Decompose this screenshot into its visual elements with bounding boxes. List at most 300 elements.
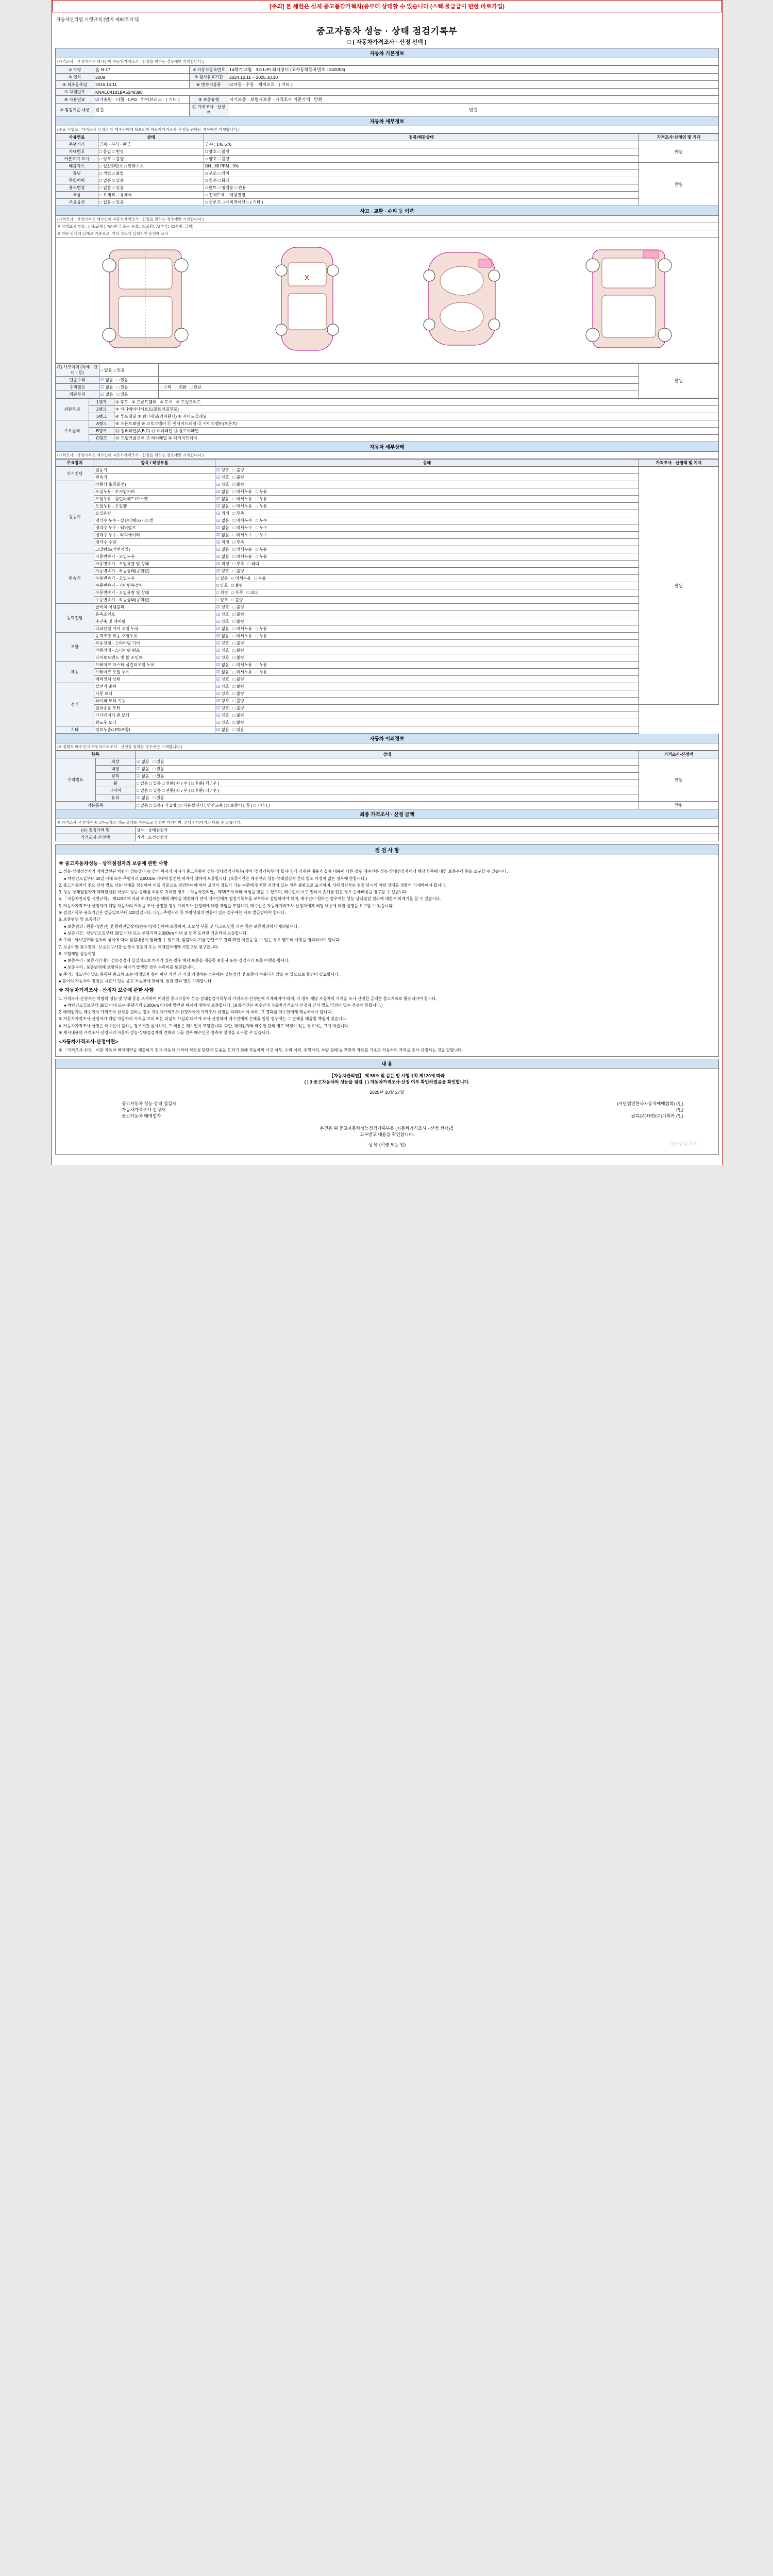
section-vehicle-basic-note: (가격조사 · 산정가격은 제시인이 자동차가격조사 · 산정을 원하는 경우에만 기재합니다.) [55,58,719,65]
guide-s1-item-1: ● 차량인도일부터 30일 이내 또는 주행거리 2,000km 이내에 발견된 하자에 대하여 보증합니다. (보증기간은 매수인과 성능·상태점검자 간의 별도 약정이 없는 경우에 한합니다.) [64,876,367,881]
table-row [56,170,719,177]
detail-name-1: 차대번호 [56,148,98,156]
perf-item-5-2: 배력장치 상태 [94,676,215,683]
etc-group-repair: 수리필요 [56,758,96,802]
perf-state-2-4: □ 양호 □ 불량 [215,582,639,589]
guide-s2-item-4: 4. 자동차가격조사·산정은 매수인이 원하는 경우에만 실시하며, 그 비용은 매수인이 부담합니다. 다만, 매매업자와 매수인 간의 별도 약정이 있는 경우에는 그에 따릅니다. [59,1023,349,1028]
basic-value-5: 2016.10.11 [94,81,190,89]
accident-extra-0 [159,364,639,377]
table-row [56,683,719,690]
table-row [56,712,719,719]
detail-name-0: 주행거리 [56,141,98,148]
guide-s1-item-7: 6. 보증범위 및 보증기간 [59,917,100,922]
perf-col-3: 상태 [215,460,639,467]
table-row [56,546,719,553]
table-row [56,435,719,442]
table-row [56,474,719,481]
guide-title: 점 검 사 항 [55,844,719,855]
guide-section-3-title: <자동차가격조사·산정이란> [59,1039,119,1045]
accident-label-3: 외판부위 [56,391,99,398]
etc-value-1: ☑ 없음 □ 있음 [136,766,639,773]
detail-state-4: □ 적법 □ 불법 [98,170,204,177]
perf-state-1-8: ☑ 적정 □ 부족 [215,539,639,546]
rank-group-frame: 주요골격 [56,420,89,442]
table-row [56,654,719,662]
perf-state-1-5: ☑ 없음 □ 미세누수 □ 누수 [215,517,639,524]
receipt-signature: 성 명 (서명 또는 인) [368,1142,406,1147]
perf-group-1: 원동기 [56,481,94,553]
table-row [56,758,719,766]
accident-extra-3 [159,391,639,398]
table-row [56,539,719,546]
rank-1: 1랭크 [89,399,114,406]
page-subtitle: □ ( 자동차가격조사 · 산정 선택 ) [347,39,427,45]
table-row [56,148,719,156]
perf-group-3: 동력전달 [56,604,94,633]
detail-cell-6: □ 렌트 □ 영업용 □ 관용 [204,184,639,192]
table-row [56,719,719,726]
basic-value-1: 올 N-17 [94,66,190,74]
car-diagram-plan [418,240,506,361]
perf-state-1-9: ☑ 없음 □ 미세누유 □ 누유 [215,546,639,553]
guide-s1-item-13: ● 보증수리 · 보증기간내의 성능점검에 실질적으로 하자가 있는 경우 해당 보증을 제공한 보험사 또는 점검자가 보증 이행을 합니다. [64,958,290,963]
rank-2-items: ⑤ 라디에이터서포트(볼트체결부품) [114,406,719,413]
table-row [56,377,719,384]
table-row [56,611,719,618]
basic-value-11: 만원 [228,104,719,116]
table-row [56,496,719,503]
table-row [56,184,719,192]
perf-state-2-6: □ 양호 □ 불량 [215,597,639,604]
table-row [56,74,719,81]
section-vehicle-detail-note: (주요 작업표 : 가격조사·산정의 및 매수인에게 확보되어 자동차가격조사·산정을 원하는 경우에만 기재합니다.) [55,126,719,133]
rank-b-items: ⑬ 필러패널(A,B,C) ⑭ 대쉬패널 ⑮ 플로어패널 [114,428,719,435]
car-diagram-top [268,240,346,361]
perf-state-1-2: ☑ 없음 □ 미세누유 □ 누유 [215,496,639,503]
perf-item-1-9: 고압펌프(커먼레일) [94,546,215,553]
guide-s3-body: ※ 「가격조사·산정」이란 자동차 매매계약을 체결하기 전에 자동차 가격의 적정성 판단에 도움을 드리기 위해 자동차의 사고 여부, 수리 이력, 주행거리, 차량 상태 등 객관적 자료를 기초로 자동차의 가격을 조사·산정하는 것을 말합니다. [59,1047,463,1053]
perf-state-1-4: ☑ 적정 □ 부족 [215,510,639,517]
table-row [56,391,719,398]
table-header-row [56,134,719,141]
etc-value-6: □ 없음 □ 있음 ( 키 2개 ) □ 사용설명서 ( 안전교육 ) □ 보증서 ( 취 ) □ 기타 ( ) [136,802,639,809]
etc-sub-1: 내장 [95,766,136,773]
table-row [56,517,719,524]
car-diagram-rear [577,240,680,361]
etc-sub-2: 광택 [95,773,136,780]
signature-area [55,1059,719,1155]
table-row [56,568,719,575]
rank-3-items: ⑥ 루프패널 ⑦ 쿼터패널(리어휀더) ⑧ 사이드실패널 [114,413,719,420]
perf-state-7-0: ☑ 없음 □ 있음 [215,726,639,734]
perf-state-6-4: ☑ 양호 □ 불량 [215,712,639,719]
section-etc-note: (※ 정확도 매수인이 자동차가격조사 · 산정을 원하는 경우에만 기재합니다.) [55,743,719,751]
perf-item-1-8: 냉각수 수량 [94,539,215,546]
perf-state-2-2: ☑ 양호 □ 불량 [215,568,639,575]
section-accident-header: 사고 · 교환 · 수리 등 이력 [55,206,719,216]
etc-value-0: ☑ 없음 □ 있음 [136,758,639,766]
signer-value-0: (사단법인한국자동차매매협회) (인) [617,1100,683,1106]
signer-value-1: (인) [676,1107,683,1112]
detail-state-0: 금속 · 부식 · 판금 [98,141,204,148]
vehicle-basic-table [55,65,719,116]
perf-state-6-2: ☑ 양호 □ 불량 [215,698,639,705]
perf-group-0: 자기진단 [56,467,94,481]
detail-name-7: 색상 [56,192,98,199]
perf-state-3-3: ☑ 없음 □ 미세누유 □ 누유 [215,625,639,633]
perf-group-4: 조향 [56,633,94,662]
table-row [56,81,719,89]
guide-body [55,855,719,1057]
perf-item-1-1: 오일누유 - 로커암커버 [94,488,215,496]
accident-extra-2: □ 수리 □ 교환 □ 판금 [159,384,639,391]
perf-item-3-0: 클러치 어셈블리 [94,604,215,611]
table-row [56,364,719,377]
etc-res-0: 만원 [639,758,719,802]
section-state-note: (가격조사 · 산정가격은 매수인이 자동차가격조사 · 산정을 원하는 경우에만 기재합니다.) [55,216,719,223]
detail-col-3: 점복/체감상태 [204,134,639,141]
perf-col-1: 주요장치 [56,460,94,467]
perf-item-6-2: 와이퍼 모터 기능 [94,698,215,705]
table-row [56,384,719,391]
panel-rank-table [55,398,719,442]
basic-value-3: 2008 [94,74,190,81]
perf-item-6-4: 라디에이터 팬 모터 [94,712,215,719]
svg-text:X: X [305,274,309,281]
etc-col-1: 항목 [56,751,136,758]
perf-state-5-1: ☑ 없음 □ 미세누유 □ 누유 [215,669,639,676]
table-header-row [56,751,719,758]
perf-state-2-1: ☑ 적정 □ 부족 □ 과다 [215,561,639,568]
perf-item-4-2: 작동상태 - 스티어링 펌프 [94,647,215,654]
table-row [56,766,719,773]
car-diagram-area [55,238,719,363]
section-performance-header: 자동차 세부상태 [55,442,719,452]
perf-group-5: 제동 [56,662,94,683]
accident-value-1: ☑ 없음 □ 있음 [99,377,159,384]
basic-value-9: 자기보증 · 보험사보증 · 가격조사 기준가액 : 만원 [228,96,719,104]
perf-item-5-0: 브레이크 마스터 실린더오일 누유 [94,662,215,669]
detail-state-6: □ 없음 □ 있음 [98,184,204,192]
perf-group-6: 전기 [56,683,94,726]
basic-value-6: ☑자동 · 수동 · 세미오토 · ( 기타 ) [228,81,719,89]
perf-item-3-1: 등속조인트 [94,611,215,618]
rank-group-outer: 외판부위 [56,399,89,420]
detail-col-1: 사용연료 [56,134,98,141]
detail-state-7: □ 무채색 □ 유채색 [98,192,204,199]
basic-label-11: ⑪ 가격조사 · 산정액 [190,104,228,116]
perf-item-1-4: 오일유량 [94,510,215,517]
etc-sub-4: 타이어 [95,787,136,794]
etc-col-3: 가격조사·산정액 [639,751,719,758]
perf-item-2-5: 수동변속기 - 오일유량 및 상태 [94,589,215,597]
guide-s2-item-2: 2. 매매업자는 매수인이 가격조사·산정을 원하는 경우 자동차가격조사·산정자에게 가격조사·산정을 의뢰하여야 하며, 그 결과를 매수인에게 제공하여야 합니다. [59,1010,332,1015]
signature-header: 내 용 [56,1059,718,1069]
perf-item-7-0: 연료누출(LPG포함) [94,726,215,734]
perf-state-1-1: ☑ 없음 □ 미세누유 □ 누유 [215,488,639,496]
table-row [56,192,719,199]
signer-label-1: 자동차가격조사·산정자 [122,1107,165,1112]
rank-a: A랭크 [89,420,114,428]
table-row [56,503,719,510]
detail-cell-1: □ 양호 □ 불량 [204,148,639,156]
final-price-table [55,826,719,841]
table-row [56,524,719,532]
etc-res-1: 만원 [639,802,719,809]
table-header-row [56,460,719,467]
perf-item-6-3: 실내송풍 모터 [94,705,215,712]
perf-item-1-2: 오일누유 - 실린더헤드/가스켓 [94,496,215,503]
guide-s2-item-5: ※ 제시내용의 가격조사·산정자의 자동차 성능·상태점검자의 견해와 다를 경우 매수인은 양측에 설명을 요구할 수 있습니다. [59,1030,271,1036]
perf-item-4-3: 타이로드엔드 및 볼 조인트 [94,654,215,662]
detail-state-8: □ 없음 □ 있음 [98,199,204,206]
perf-state-2-0: ☑ 없음 □ 미세누유 □ 누유 [215,553,639,561]
signer-value-2: 전북(주)대한(주)대리카 (인) [631,1113,683,1118]
table-row [56,690,719,698]
receipt-line-2: 교부받고 내용을 확인합니다. [360,1131,414,1137]
basic-label-10: ⑩ 점검기준 내용 [56,104,94,116]
rank-a-items: ⑨ 프론트패널 ⑩ 크로스멤버 ⑪ 인사이드패널 ⑫ 사이드멤버(프론트) [114,420,719,428]
guide-s2-item-3: 3. 자동차가격조사·산정자가 해당 자동차의 가격을 고의 또는 과실로 사실과 다르게 조사·산정하여 매수인에게 손해를 입힌 경우에는 그 손해를 배상할 책임이 있습니다. [59,1016,347,1022]
detail-cell-3: DN , 88 PPM , 0% [204,163,639,170]
table-row [56,420,719,428]
detail-name-5: 특별이력 [56,177,98,184]
accident-label-1: 단순수리 [56,377,99,384]
detail-name-2: 카본표기 표시 [56,156,98,163]
detail-name-4: 튜닝 [56,170,98,177]
perf-item-6-1: 시동 모터 [94,690,215,698]
basic-label-5: ⑤ 최초등록일 [56,81,94,89]
perf-group-2: 변속기 [56,553,94,604]
table-row [56,705,719,712]
table-row [56,163,719,170]
basic-value-7: KNALC4181BA5248398 [94,89,719,96]
price-value-1: 가격 : 소견검점가 [136,834,719,841]
perf-state-3-0: ☑ 양호 □ 불량 [215,604,639,611]
rank-2: 2랭크 [89,406,114,413]
table-row [56,532,719,539]
perf-item-6-5: 윈도우 모터 [94,719,215,726]
etc-sub-0: 외장 [95,758,136,766]
table-row [56,481,719,488]
guide-s1-item-15: ※ 주의 : 매도인이 말소 등록된 중고차 또는 매매업자 등이 아닌 개인 간 직접 거래하는 경우에는 성능점검 및 보증이 적용되지 않을 수 있으므로 확인이 필요합니다. [59,972,340,977]
guide-s1-item-9: ● 보증기간 : 차량인도일부터 30일 이내 또는 주행거리 2,000km 이내 중 먼저 도래한 기준까지 보증합니다. [64,930,248,936]
table-row [56,582,719,589]
detail-state-1: □ 동일 □ 변경 [98,148,204,156]
perf-item-2-0: 자동변속기 - 오일누유 [94,553,215,561]
table-row [56,618,719,625]
etc-group-basic: 기본품목 [56,802,136,809]
rank-3: 3랭크 [89,413,114,420]
table-row [56,698,719,705]
receipt-line-1: 본건은 위 중고자동차성능점검기록부를 (자동차가격조사 · 산정 선택)을 [320,1125,455,1131]
table-row [56,827,719,834]
guide-s1-item-12: 8. 보험계열 성능이행 [59,951,96,956]
perf-state-2-5: □ 적정 □ 부족 □ 과다 [215,589,639,597]
detail-res-0: 만원 [639,141,719,163]
table-row [56,640,719,647]
perf-item-2-3: 수동변속기 - 오일누유 [94,575,215,582]
guide-s2-item-0: 1. 가격조사·산정자는 차량의 성능 및 상태 등을 조사하여 이러한 중고자동차 성능·상태점검기록부의 가격조사·산정란에 기재하여야 하며, 이 경우 해당 자동차의 가격을 조사·산정한 금액은 참고자료로 활용되어야 합니다. [59,996,437,1001]
table-row [56,787,719,794]
perf-state-3-2: ☑ 양호 □ 불량 [215,618,639,625]
perf-state-6-3: ☑ 양호 □ 불량 [215,705,639,712]
section-vehicle-detail-header: 자동차 세부정보 [55,116,719,126]
perf-col-4: 가격조사 · 산정액 및 기재 [639,460,719,467]
signature-line-2: ( ) 3 중고자동차의 성능을 점검, ( ) 자동차가격조사·산정 여부 확인하였음을 확인합니다. [304,1079,470,1084]
page-title: 중고자동차 성능 · 상태 점검기록부 [316,26,458,36]
price-label-1: 가격조사·산정액 [56,834,136,841]
perf-item-4-1: 작동상태 - 스티어링 기어 [94,640,215,647]
guide-s2-item-1: ● 차량인도일로부터 30일 이내 또는 주행거리 2,000km 이내에 발견된 하자에 대하여 보증합니다. (보증기간은 매수인과 자동차가격조사·산정자 간의 별도 약정이 없는 경우에 한합니다.) [64,1003,383,1008]
perf-state-6-1: ☑ 양호 □ 불량 [215,690,639,698]
basic-value-8: ☑가솔린 · 디젤 · LPG · 하이브리드 · ( 기타 ) [94,96,190,104]
basic-value-2: 14학기12월 · 3,0 L/PI 최시장디 (고자등학등록면호 : 240053) [228,66,719,74]
detail-cell-7: □ 전체도색 □ 색상변경 [204,192,639,199]
accident-note-2: ※ 하단 양식에 실제로 기준으로, 기타 정도에 실제적인 운영에 표시 [55,230,719,238]
table-row [56,669,719,676]
basic-value-10: 만원 [94,104,190,116]
detail-cell-8: □ 선루프 □ 네비게이션 □ ( 기타 ) [204,199,639,206]
perf-state-4-1: ☑ 양호 □ 불량 [215,640,639,647]
perf-item-2-1: 자동변속기 - 오일유량 및 상태 [94,561,215,568]
guide-section-1-title: ※ 중고자동차성능 · 상태점검자의 보증에 관한 사항 [59,861,168,867]
basic-label-9: ⑨ 보증유형 [190,96,228,104]
table-row [56,406,719,413]
signature-date: 2025년 10월 27일 [369,1089,405,1095]
performance-table [55,459,719,734]
table-row [56,177,719,184]
perf-item-0-0: 원동기 [94,467,215,474]
basic-label-3: ③ 연식 [56,74,94,81]
etc-sub-3: 휠 [95,780,136,787]
table-row [56,413,719,420]
detail-name-6: 용도변경 [56,184,98,192]
table-row [56,589,719,597]
table-row [56,662,719,669]
table-row [56,794,719,802]
perf-item-1-3: 오일누유 - 오일팬 [94,503,215,510]
table-row [56,575,719,582]
perf-item-4-0: 동력조향 작동 오일누유 [94,633,215,640]
accident-extra-1 [159,377,639,384]
perf-state-4-3: ☑ 양호 □ 불량 [215,654,639,662]
table-row [56,156,719,163]
accident-value-3: ☑ 없음 □ 있음 [99,391,159,398]
perf-item-3-3: 디퍼렌셜 기어 오일 누유 [94,625,215,633]
perf-item-2-4: 수동변속기 - 기어변속장치 [94,582,215,589]
signer-label-2: 중고자동차 매매업자 [122,1113,161,1118]
perf-state-3-1: ☑ 양호 □ 불량 [215,611,639,618]
perf-state-1-3: ☑ 없음 □ 미세누유 □ 누유 [215,503,639,510]
table-row [56,676,719,683]
guide-s1-item-14: ● 보증수리 : 보증범위에 포함되는 하자가 발생한 경우 수리비를 보증합니다. [64,965,195,970]
top-warning-banner: [주의] 본 체한은 실제 중고품감가혁차(중부터 상태할 수 있습니다 (스텍,물급급이 반한 마로가입) [52,0,722,12]
perf-state-5-0: ☑ 없음 □ 미세누유 □ 누유 [215,662,639,669]
detail-state-2: □ 양호 □ 불량 [98,156,204,163]
detail-state-3: □ 일산화탄소 □ 탄화수소 [98,163,204,170]
etc-value-2: ☑ 없음 □ 있음 [136,773,639,780]
rank-1-items: ① 후드 ② 프론트휀더 ③ 도어 ④ 트렁크리드 [114,399,719,406]
guide-s1-item-5: 5. 자동차가격조사·산정자가 해당 자동차의 가격을 조사·산정한 경우 가격조사·산정액에 대한 책임을 부담하며, 매수인은 자동차가격조사·산정자에게 해당 내용에 대한 설명을 요구할 수 있습니다. [59,903,394,908]
perf-state-6-0: ☑ 양호 □ 불량 [215,683,639,690]
table-row [56,633,719,640]
table-row [56,726,719,734]
table-row [56,780,719,787]
etc-value-5: ☑ 없음 □ 있음 [136,794,639,802]
table-row [56,802,719,809]
perf-state-4-2: ☑ 양호 □ 불량 [215,647,639,654]
perf-item-1-6: 냉각수 누수 - 워터펌프 [94,524,215,532]
table-row [56,467,719,474]
etc-value-3: □ 없음 □ 있음 □ 전륜( 좌 / 우 ) □ 후륜( 좌 / 우 ) [136,780,639,787]
detail-cell-5: □ 침수 □ 화재 [204,177,639,184]
perf-group-7: 기타 [56,726,94,734]
etc-value-4: □ 없음 □ 있음 □ 전륜( 좌 / 우 ) □ 후륜( 좌 / 우 ) [136,787,639,794]
guide-s1-item-3: 3. 성능·상태점검자가 매매알선된 차량의 성능·상태를 허위로 기재한 경우 「자동차관리법」제58조에 따라 처벌을 받을 수 있으며, 매수인이 이로 인하여 손해를 입은 경우 손해배상을 청구할 수 있습니다. [59,890,408,895]
detail-state-5: □ 없음 □ 있음 [98,177,204,184]
basic-label-8: ⑧ 사용연료 [56,96,94,104]
perf-state-1-6: ☑ 없음 □ 미세누수 □ 누수 [215,524,639,532]
table-row [56,647,719,654]
guide-s1-item-10: ※ 주의 : 제시번호와 실차의 상이에 따라 점검내용이 달라질 수 있으며, 점검자의 기술 판단으로 관리 확인 체결을 할 수 없는 경우 별도의 사항을 협의하여야 합니다. [59,938,341,943]
table-row [56,553,719,561]
rank-c: C랭크 [89,435,114,442]
table-row [56,96,719,104]
guide-s1-item-8: ● 보증범위 : 원동기(엔진) 및 동력전달장치(변속기)에 한하여 보증하며, 소모성 부품 및 사고로 인한 파손 등은 보증범위에서 제외됩니다. [64,924,299,929]
detail-cell-2: □ 양호 □ 불량 [204,156,639,163]
section-price-note: ※ 가격조사·산정액은 중고자동차의 성능·상태를 기준으로 산정한 가격이며, 실제 거래가격과 다를 수 있습니다. [55,819,719,826]
table-row [56,488,719,496]
car-diagram-front [94,240,197,361]
accident-history-table [55,363,719,398]
etc-col-2: 상태 [136,751,639,758]
perf-state-6-5: ☑ 양호 □ 불량 [215,719,639,726]
detail-cell-0: 금속 : 146,576 [204,141,639,148]
document-sheet [52,0,722,1165]
etc-sub-5: 유리 [95,794,136,802]
section-performance-note: (가격조사 · 산정가격은 매수인이 자동차가격조사 · 산정을 원하는 경우에만 기재합니다.) [55,452,719,459]
perf-state-0-1: ☑ 양호 □ 불량 [215,474,639,481]
basic-label-1: ① 차명 [56,66,94,74]
perf-item-3-2: 추진축 및 베어링 [94,618,215,625]
accident-res: 만원 [639,364,719,398]
section-etc-header: 자동차 이외정보 [55,734,719,743]
table-row [56,104,719,116]
perf-item-5-1: 브레이크 오일 누유 [94,669,215,676]
perf-col-2: 항목 / 해당부품 [94,460,215,467]
table-row [56,399,719,406]
perf-item-1-7: 냉각수 누수 - 라디에이터 [94,532,215,539]
perf-item-1-0: 작동상태(공회전) [94,481,215,488]
section-price-header: 최종 가격조사 · 산정 금액 [55,809,719,819]
guide-section-2-title: ※ 자동차가격조사 · 산정자 보증에 관한 사항 [59,988,154,994]
basic-label-4: ④ 검사유효기간 [190,74,228,81]
detail-res-1: 만원 [639,163,719,206]
basic-label-6: ⑥ 변속기종류 [190,81,228,89]
accident-label-0: (1) 사고이력 (차체 · 팬더 · 등) [56,364,99,377]
table-row [56,597,719,604]
perf-item-1-5: 냉각수 누수 - 실린더헤드/가스켓 [94,517,215,524]
section-vehicle-basic-header: 자동차 기본정보 [55,48,719,58]
table-row [56,89,719,96]
table-row [56,199,719,206]
perf-item-2-2: 자동변속기 - 작동상태(공회전) [94,568,215,575]
table-row [56,561,719,568]
guide-s1-item-6: ※ 점검기록부 유효기간은 발급일로부터 120일입니다. 다만, 주행거리 등 차량상태의 변동이 있는 경우에는 새로 발급받아야 합니다. [59,910,286,916]
detail-name-8: 주요옵션 [56,199,98,206]
perf-item-0-1: 변속기 [94,474,215,481]
